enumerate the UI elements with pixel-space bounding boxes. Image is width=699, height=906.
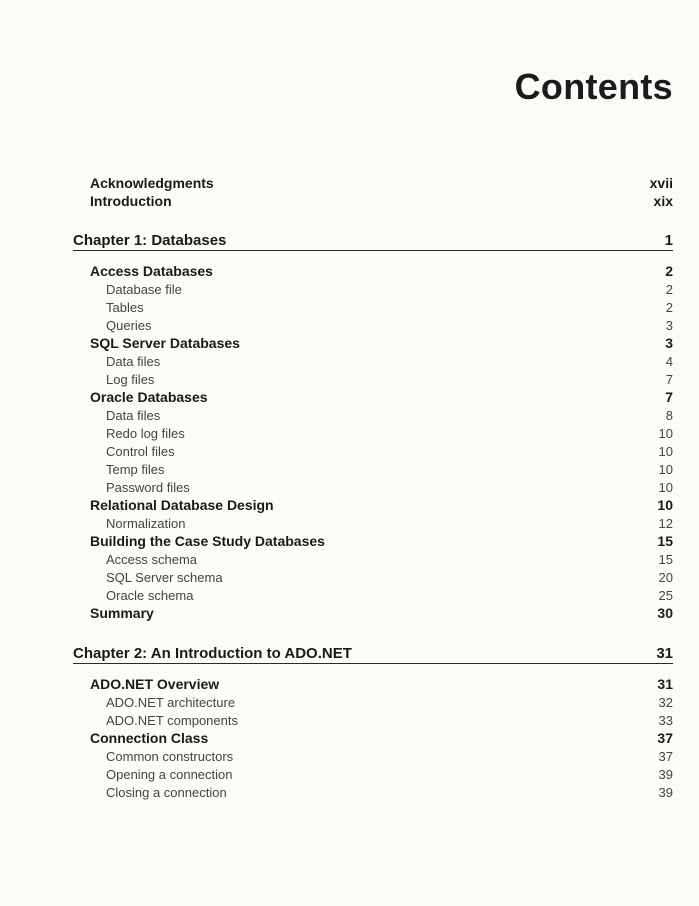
- toc-subentry: [0, 568, 699, 586]
- entry-label: Tables: [106, 299, 144, 315]
- toc-subentry: [0, 765, 699, 783]
- entry-label: Control files: [106, 443, 175, 459]
- entry-label: Database file: [106, 281, 182, 297]
- entry-page-number: xvii: [649, 175, 673, 191]
- toc-subentry: [0, 352, 699, 370]
- entry-page-number: 7: [665, 371, 673, 387]
- chapter-title: Chapter 2: An Introduction to ADO.NET: [73, 645, 352, 662]
- entry-page-number: 4: [665, 353, 673, 369]
- toc-subentry: [0, 783, 699, 801]
- toc-subentry: [0, 316, 699, 334]
- page-title: Contents: [514, 66, 673, 107]
- entry-label: Access Databases: [90, 263, 213, 279]
- entry-page-number: 33: [658, 712, 673, 728]
- entry-label: ADO.NET components: [106, 712, 238, 728]
- toc-subentry: [0, 460, 699, 478]
- entry-page-number: 10: [658, 443, 673, 459]
- entry-page-number: 15: [658, 551, 673, 567]
- toc-section-entry: [0, 532, 699, 550]
- entry-label: Data files: [106, 353, 161, 369]
- toc-section-entry: [0, 675, 699, 693]
- entry-label: Common constructors: [106, 748, 234, 764]
- entry-page-number: 7: [665, 389, 673, 405]
- entry-label: Data files: [106, 407, 161, 423]
- toc-section-entry: [0, 334, 699, 352]
- entry-label: Connection Class: [90, 730, 209, 746]
- toc-section-entry: [0, 496, 699, 514]
- entry-page-number: 12: [658, 515, 673, 531]
- entry-page-number: 32: [658, 694, 673, 710]
- entry-page-number: 8: [665, 407, 673, 423]
- toc-front-matter-entry: [0, 192, 699, 210]
- entry-page-number: 31: [657, 676, 673, 692]
- entry-label: Relational Database Design: [90, 497, 274, 513]
- toc-subentry: [0, 406, 699, 424]
- entry-page-number: 3: [665, 335, 673, 351]
- entry-label: Queries: [106, 317, 152, 333]
- entry-label: SQL Server Databases: [90, 335, 240, 351]
- entry-label: Closing a connection: [106, 784, 227, 800]
- entry-label: Password files: [106, 479, 190, 495]
- toc-subentry: [0, 747, 699, 765]
- entry-page-number: xix: [653, 193, 673, 209]
- entry-label: Log files: [106, 371, 155, 387]
- chapter-page-number: 31: [656, 645, 673, 662]
- entry-page-number: 2: [665, 263, 673, 279]
- entry-label: Temp files: [106, 461, 165, 477]
- toc-subentry: [0, 550, 699, 568]
- toc-section-entry: [0, 388, 699, 406]
- toc-subentry: [0, 298, 699, 316]
- entry-page-number: 30: [657, 605, 673, 621]
- toc-subentry: [0, 586, 699, 604]
- toc-subentry: [0, 478, 699, 496]
- toc-subentry: [0, 514, 699, 532]
- chapter-title: Chapter 1: Databases: [73, 232, 227, 249]
- toc-subentry: [0, 442, 699, 460]
- chapter-heading: [73, 228, 673, 251]
- chapter-heading: [73, 641, 673, 664]
- entry-label: Redo log files: [106, 425, 185, 441]
- toc-subentry: [0, 280, 699, 298]
- entry-page-number: 10: [658, 479, 673, 495]
- toc-section-entry: [0, 604, 699, 622]
- entry-page-number: 37: [657, 730, 673, 746]
- entry-label: Normalization: [106, 515, 186, 531]
- entry-label: Summary: [90, 605, 154, 621]
- entry-page-number: 15: [657, 533, 673, 549]
- entry-page-number: 2: [665, 299, 673, 315]
- entry-page-number: 37: [658, 748, 673, 764]
- entry-label: Oracle schema: [106, 587, 194, 603]
- entry-page-number: 39: [658, 784, 673, 800]
- entry-page-number: 2: [665, 281, 673, 297]
- entry-page-number: 20: [658, 569, 673, 585]
- entry-page-number: 10: [658, 425, 673, 441]
- entry-page-number: 25: [658, 587, 673, 603]
- toc-section-entry: [0, 262, 699, 280]
- toc-subentry: [0, 693, 699, 711]
- entry-page-number: 10: [658, 461, 673, 477]
- entry-label: ADO.NET architecture: [106, 694, 236, 710]
- entry-label: Introduction: [90, 193, 172, 209]
- entry-label: ADO.NET Overview: [90, 676, 220, 692]
- toc-section-entry: [0, 729, 699, 747]
- chapter-page-number: 1: [664, 232, 673, 249]
- entry-label: Acknowledgments: [90, 175, 214, 191]
- entry-label: Opening a connection: [106, 766, 233, 782]
- toc-front-matter-entry: [0, 174, 699, 192]
- entry-label: SQL Server schema: [106, 569, 223, 585]
- entry-label: Access schema: [106, 551, 198, 567]
- entry-label: Oracle Databases: [90, 389, 208, 405]
- entry-page-number: 10: [657, 497, 673, 513]
- toc-subentry: [0, 711, 699, 729]
- entry-label: Building the Case Study Databases: [90, 533, 325, 549]
- toc-subentry: [0, 424, 699, 442]
- entry-page-number: 39: [658, 766, 673, 782]
- entry-page-number: 3: [665, 317, 673, 333]
- toc-subentry: [0, 370, 699, 388]
